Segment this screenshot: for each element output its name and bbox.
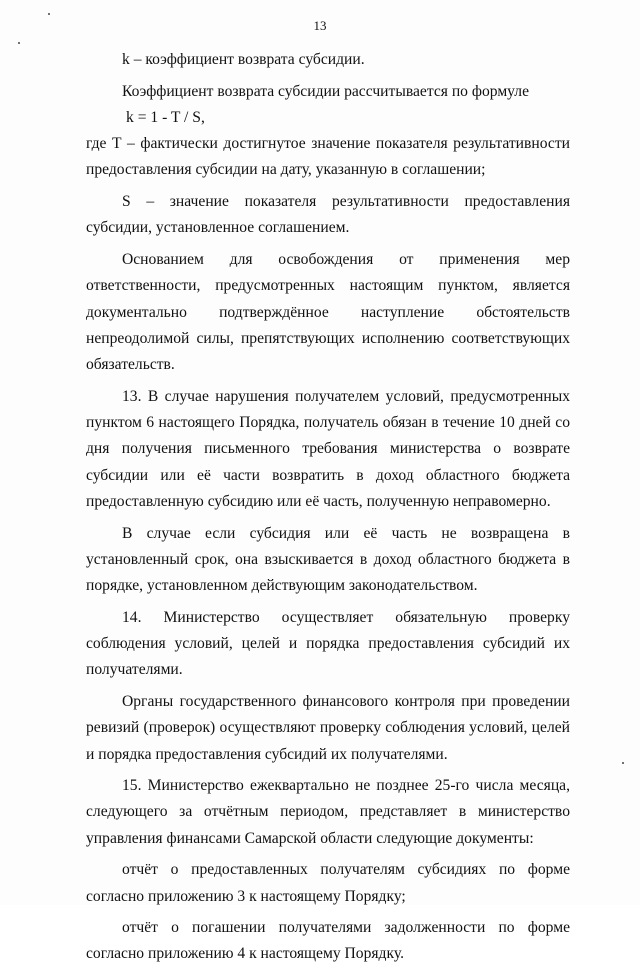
paragraph-14-control: Органы государственного финансового контроля при проведении ревизий (проверок) осуществляют проверку соблюдения условий, целей и порядка предоставления субсидий их получателями.: [86, 692, 570, 763]
scan-speck: [622, 762, 624, 764]
paragraph-15: 15. Министерство ежеквартально не позднее 25-го числа месяца, следующего за отчётным периодом, представляет в министерство управления финансами Самарской области следующие документы:: [86, 777, 570, 847]
paragraph-13-recovery: В случае если субсидия или её часть не возвращена в установленный срок, она взыскивается в доход областного бюджета в порядке, установленном действующим законодательством.: [86, 524, 570, 595]
scan-speck: [48, 13, 50, 15]
paragraph-formula-intro: Коэффициент возврата субсидии рассчитывается по формуле: [122, 82, 529, 100]
paragraph-force-majeure: Основанием для освобождения от применения мер ответственности, предусмотренных настоящим пунктом, является документально подтверждённое наступление обстоятельств непреодолимой силы, препятствующих исполнению соответствующих обязательств.: [86, 250, 570, 374]
paragraph-14: 14. Министерство осуществляет обязательную проверку соблюдения условий, целей и порядка предоставления субсидий их получателями.: [86, 608, 570, 679]
page-number: 13: [313, 18, 327, 33]
paragraph-15-report-4: отчёт о погашении получателями задолженности по форме согласно приложению 4 к настоящему Порядку.: [86, 919, 570, 963]
paragraph-k-definition: k – коэффициент возврата субсидии.: [122, 51, 365, 68]
paragraph-s-definition: S – значение показателя результативности предоставления субсидии, установленное соглашением.: [86, 193, 570, 237]
scan-speck: [18, 42, 20, 44]
document-body: [86, 47, 570, 973]
formula: k = 1 - T / S,: [126, 108, 205, 126]
paragraph-15-report-3: отчёт о предоставленных получателям субсидиях по форме согласно приложению 3 к настоящему Порядку;: [86, 861, 570, 905]
paragraph-t-definition: где Т – фактически достигнутое значение показателя результативности предоставления субсидии на дату, указанную в соглашении;: [86, 135, 570, 179]
paragraph-13: 13. В случае нарушения получателем условий, предусмотренных пунктом 6 настоящего Порядка, получатель обязан в течение 10 дней со дня получения письменного требования министерства о возврате субсидии или её части возвратить в доход областного бюджета предоставленную субсидию или её часть, полученную неправомерно.: [86, 387, 570, 510]
